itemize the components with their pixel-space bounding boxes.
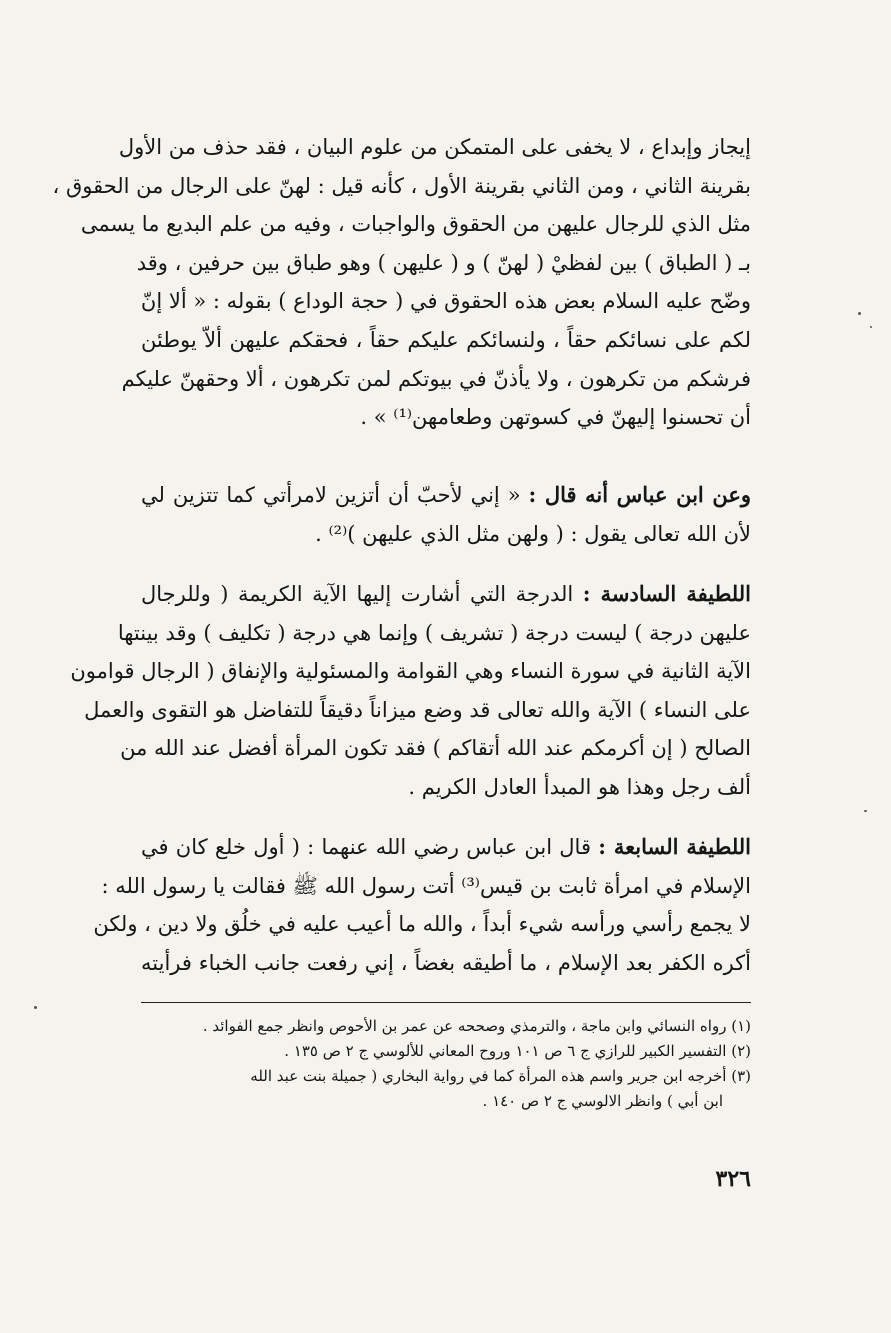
text-line — [141, 575, 751, 614]
paragraph-ibn-abbas — [141, 476, 751, 553]
text-segment: الدرجة التي أشارت إليها الآية الكريمة ( وللرجال — [141, 582, 583, 606]
paragraph-seventh-subtlety — [93, 828, 752, 982]
text-line: مثل الذي للرجال عليهن من الحقوق والواجبات ، وفيه من علم البديع ما يسمى — [80, 212, 751, 237]
page-number: ٣٢٦ — [715, 1166, 751, 1192]
scan-speck — [864, 810, 867, 812]
text-line: أكره الكفر بعد الإسلام ، ما أطيقه بغضاً ، إني رفعت جانب الخباء فرأيته — [141, 950, 751, 975]
text-line: على النساء ) الآية والله تعالى قد وضع ميزاناً دقيقاً للتفاضل هو التقوى والعمل — [84, 697, 751, 722]
paragraph-sixth-subtlety — [70, 575, 751, 807]
text-line: ألف رجل وهذا هو المبدأ العادل الكريم . — [408, 774, 751, 799]
text-line: وضّح عليه السلام بعض هذه الحقوق في ( حجة الوداع ) بقوله : « ألا إنّ — [140, 289, 751, 314]
footnote-3: (٣) أخرجه ابن جرير واسم هذه المرأة كما في رواية البخاري ( جميلة بنت عبد الله — [250, 1067, 751, 1085]
text-line: الآية الثانية في سورة النساء وهي القوامة والمسئولية والإنفاق ( الرجال قوامون — [70, 659, 751, 684]
text-line: إيجاز وإبداع ، لا يخفى على المتمكن من علوم البيان ، فقد حذف من الأول — [118, 135, 751, 159]
scan-speck — [858, 312, 861, 315]
paragraph-lead: وعن ابن عباس أنه قال : — [528, 482, 751, 507]
text-line — [141, 476, 751, 515]
footnote-divider — [141, 1002, 751, 1003]
footnotes — [141, 1014, 751, 1114]
text-segment: قال ابن عباس رضي الله عنهما : ( أول خلع كان في — [141, 835, 599, 859]
text-line: بـ ( الطباق ) بين لفظيْ ( لهنّ ) و ( عليهن ) وهو طباق بين حرفين ، وقد — [136, 250, 751, 275]
text-line: لا يجمع رأسي ورأسه شيء أبداً ، والله ما أعيب عليه في خلُق ولا دين ، ولكن — [93, 912, 751, 937]
text-line: فرشكم من تكرهون ، ولا يأذنّ في بيوتكم لمن تكرهون ، ألا وحقهنّ عليكم — [121, 366, 751, 391]
scan-speck — [870, 326, 872, 328]
text-line: بقرينة الثاني ، ومن الثاني بقرينة الأول ، كأنه قيل : لهنّ على الرجال من الحقوق ، — [52, 173, 751, 198]
text-line: لأن الله تعالى يقول : ( ولهن مثل الذي عليهن )⁽²⁾ . — [315, 521, 751, 546]
paragraph-continuation — [52, 128, 751, 437]
footnote-2: (٢) التفسير الكبير للرازي ج ٦ ص ١٠١ وروح المعاني للألوسي ج ٢ ص ١٣٥ . — [284, 1042, 751, 1060]
footnote-1: (١) رواه النسائي وابن ماجة ، والترمذي وصححه عن عمر بن الأحوص وانظر جمع الفوائد . — [202, 1017, 751, 1035]
text-line: الصالح ( إن أكرمكم عند الله أتقاكم ) فقد تكون المرأة أفضل عند الله من — [120, 736, 751, 761]
text-line: الإسلام في امرأة ثابت بن قيس⁽³⁾ أتت رسول الله ﷺ فقالت يا رسول الله : — [101, 873, 751, 898]
text-line — [141, 828, 751, 867]
text-line: عليهن درجة ) ليست درجة ( تشريف ) وإنما هي درجة ( تكليف ) وقد بينتها — [117, 620, 751, 645]
paragraph-lead: اللطيفة السابعة : — [598, 834, 752, 859]
text-line: أن تحسنوا إليهنّ في كسوتهن وطعامهن⁽¹⁾ » . — [360, 405, 751, 430]
text-line: لكم على نسائكم حقاً ، ولنسائكم عليكم حقاً ، فحقكم عليهن ألاّ يوطئن — [141, 327, 751, 352]
text-segment: « إني لأحبّ أن أتزين لامرأتي كما تتزين لي — [141, 483, 529, 507]
scan-speck — [34, 1006, 37, 1009]
footnote-3-continuation: ابن أبي ) وانظر الالوسي ج ٢ ص ١٤٠ . — [482, 1092, 723, 1110]
paragraph-lead: اللطيفة السادسة : — [582, 581, 751, 606]
